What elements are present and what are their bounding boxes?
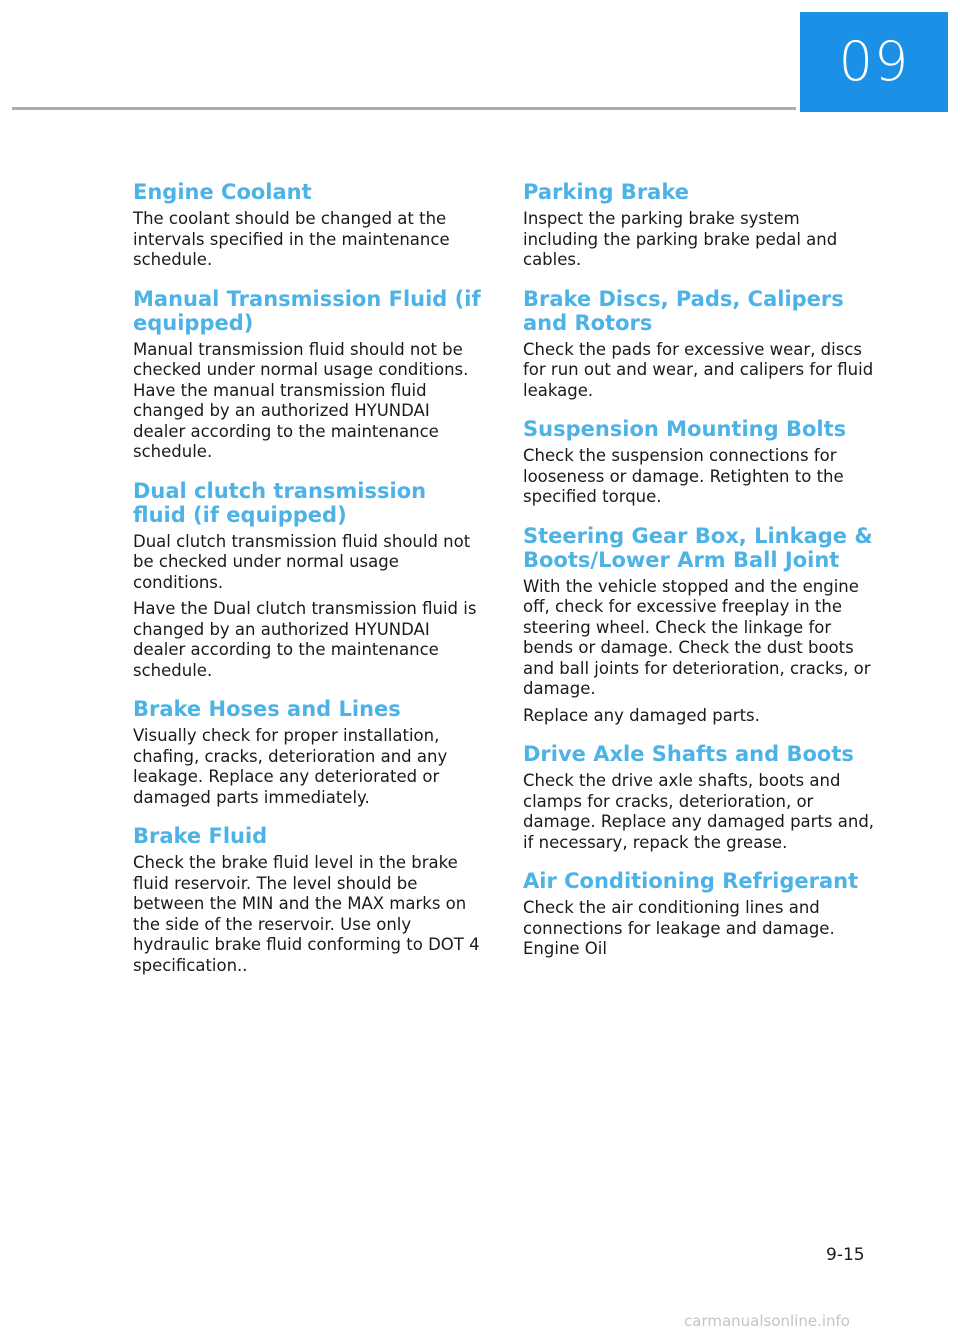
section-title: Drive Axle Shafts and Boots [523, 742, 854, 766]
section-paragraph: Visually check for proper installation, chafing, cracks, deterioration and any leakage. Replace any deteriorated or damaged parts immediately. [133, 726, 448, 807]
section-engine-coolant [133, 180, 483, 271]
watermark: carmanualsonline.info [684, 1312, 850, 1330]
section-paragraph: Check the air conditioning lines and connections for leakage and damage. [523, 898, 835, 938]
section-title: Parking Brake [523, 180, 689, 204]
section-air-conditioning-refrigerant [523, 869, 875, 960]
section-title: Engine Coolant [133, 180, 312, 204]
section-suspension-mounting-bolts [523, 417, 875, 508]
chapter-number: 09 [838, 30, 910, 93]
section-paragraph: With the vehicle stopped and the engine off, check for excessive freeplay in the steering wheel. Check the linkage for bends or damage. Check the dust boots and ball joints for deterioration, cracks, or damage. [523, 576, 871, 698]
section-brake-fluid [133, 824, 483, 976]
header-rule [12, 107, 796, 110]
section-title: Dual clutch transmission fluid (if equipped) [133, 478, 427, 527]
section-paragraph: Check the brake fluid level in the brake fluid reservoir. The level should be between the MIN and the MAX marks on the side of the reservoir. Use only hydraulic brake fluid conforming to DOT 4 specification.. [133, 853, 480, 975]
section-paragraph: Check the pads for excessive wear, discs for run out and wear, and calipers for fluid leakage. [523, 339, 874, 400]
section-paragraph: Inspect the parking brake system including the parking brake pedal and cables. [523, 209, 838, 269]
section-paragraph: Dual clutch transmission fluid should not be checked under normal usage conditions. [133, 531, 471, 592]
section-title: Suspension Mounting Bolts [523, 417, 847, 441]
section-paragraph: The coolant should be changed at the intervals specified in the maintenance schedule. [133, 209, 450, 269]
section-title: Brake Fluid [133, 824, 268, 848]
section-brake-hoses-and-lines [133, 697, 483, 808]
section-manual-transmission-fluid [133, 287, 483, 463]
section-steering-gear-box [523, 524, 875, 727]
section-title: Air Conditioning Refrigerant [523, 869, 859, 893]
right-column [523, 180, 875, 976]
left-column [133, 180, 483, 992]
section-paragraph: Manual transmission fluid should not be checked under normal usage conditions. Have the manual transmission fluid changed by an authorized HYUNDAI dealer according to the maintenance schedule. [133, 339, 469, 461]
section-parking-brake [523, 180, 875, 271]
section-brake-discs-pads [523, 287, 875, 402]
section-title: Brake Hoses and Lines [133, 697, 401, 721]
section-dual-clutch-transmission-fluid [133, 479, 483, 682]
section-paragraph: Replace any damaged parts. [523, 705, 760, 725]
section-title: Brake Discs, Pads, Calipers and Rotors [523, 286, 844, 335]
chapter-tab [800, 12, 948, 112]
section-paragraph: Have the Dual clutch transmission fluid is changed by an authorized HYUNDAI dealer according to the maintenance schedule. [133, 599, 477, 680]
page-number: 9-15 [826, 1245, 865, 1265]
section-paragraph: Engine Oil [523, 939, 607, 958]
section-paragraph: Check the suspension connections for looseness or damage. Retighten to the specified torque. [523, 446, 844, 506]
section-title: Steering Gear Box, Linkage & Boots/Lower Arm Ball Joint [523, 523, 873, 572]
section-paragraph: Check the drive axle shafts, boots and clamps for cracks, deterioration, or damage. Replace any damaged parts and, if necessary, repack the grease. [523, 771, 875, 852]
section-title: Manual Transmission Fluid (if equipped) [133, 286, 481, 335]
section-drive-axle-shafts [523, 742, 875, 853]
